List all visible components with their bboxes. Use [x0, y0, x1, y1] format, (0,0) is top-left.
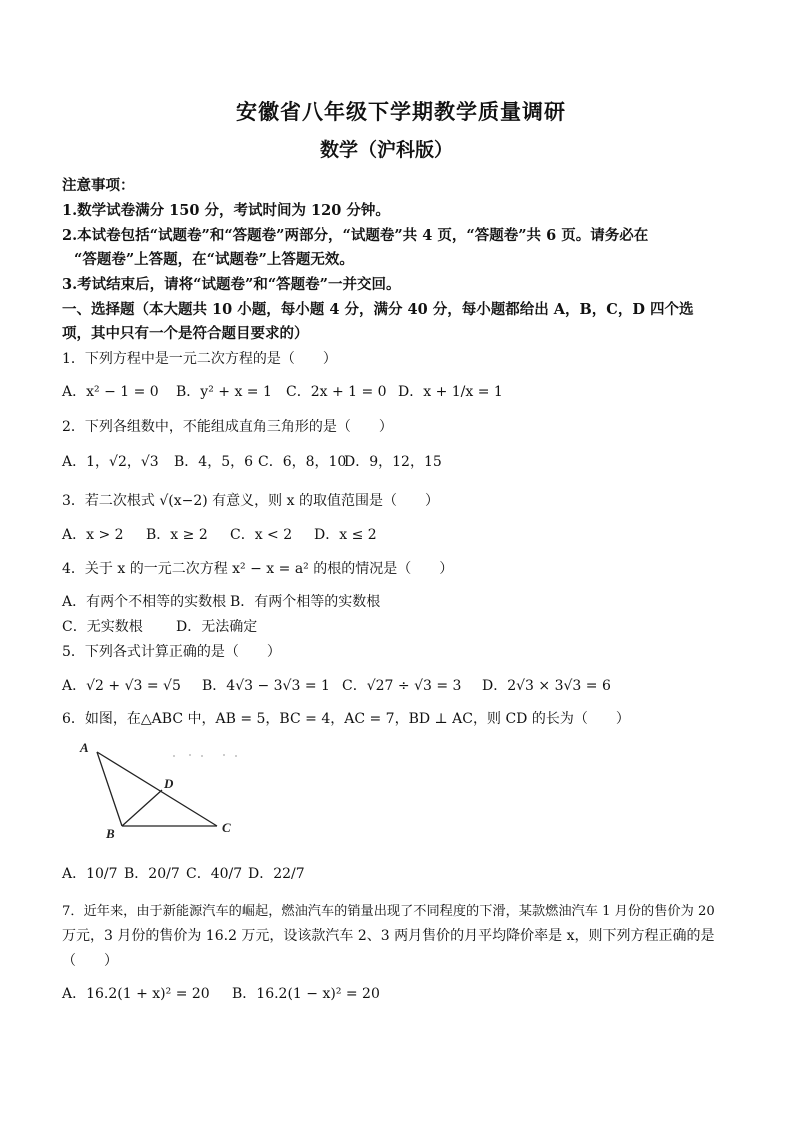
question-2-option-a: A．1，√2，√3: [62, 454, 159, 470]
question-3-option-a: A．x > 2: [62, 527, 124, 543]
question-2-stem: 2．下列各组数中，不能组成直角三角形的是（ ）: [62, 419, 393, 435]
triangle-figure: [62, 738, 252, 840]
question-5-option-a: A．√2 + √3 = √5: [62, 678, 181, 694]
question-3-option-c: C．x < 2: [230, 527, 293, 543]
question-4-stem: 4．关于 x 的一元二次方程 x² − x = a² 的根的情况是（ ）: [62, 561, 454, 577]
section-heading: 一、选择题（本大题共 10 小题，每小题 4 分，满分 40 分，每小题都给出 A，B，C，D 四个选: [62, 301, 694, 318]
section-heading-cont: 项，其中只有一个是符合题目要求的）: [62, 325, 309, 342]
question-7-paren: （ ）: [62, 953, 118, 969]
question-4-option-a: A．有两个不相等的实数根: [62, 594, 227, 610]
question-5-option-d: D．2√3 × 3√3 = 6: [482, 678, 611, 694]
question-4-option-c: C．无实数根: [62, 619, 143, 635]
notice-item: “答题卷”上答题，在“试题卷”上答题无效。: [74, 251, 354, 268]
question-7-stem: 7．近年来，由于新能源汽车的崛起，燃油汽车的销量出现了不同程度的下滑，某款燃油汽车 1 月份的售价为 20: [62, 904, 715, 919]
question-2-option-c: C．6，8，10: [258, 454, 347, 470]
question-5-stem: 5．下列各式计算正确的是（ ）: [62, 644, 281, 660]
question-4-option-b: B．有两个相等的实数根: [230, 594, 381, 610]
page-subtitle: 数学（沪科版）: [320, 139, 454, 161]
question-4-option-d: D．无法确定: [176, 619, 258, 635]
question-1-stem: 1．下列方程中是一元二次方程的是（ ）: [62, 351, 337, 367]
question-5-option-b: B．4√3 − 3√3 = 1: [202, 678, 330, 694]
vertex-label-d: D: [164, 776, 174, 791]
question-1-option-c: C．2x + 1 = 0: [286, 384, 387, 400]
notice-item: 1.数学试卷满分 150 分，考试时间为 120 分钟。: [62, 202, 390, 219]
question-3-stem: 3．若二次根式 √(x−2) 有意义，则 x 的取值范围是（ ）: [62, 493, 439, 509]
segment-bd: [122, 790, 162, 826]
question-6-option-c: C．40/7: [186, 866, 243, 882]
question-7-option-b: B．16.2(1 − x)² = 20: [232, 986, 380, 1002]
vertex-label-b: B: [106, 826, 115, 840]
notice-heading: 注意事项：: [62, 177, 135, 194]
notice-item: 3.考试结束后，请将“试题卷”和“答题卷”一并交回。: [62, 276, 401, 293]
question-7-stem-cont: 万元，3 月份的售价为 16.2 万元，设该款汽车 2、3 两月售价的月平均降价率是 x，则下列方程正确的是: [62, 928, 715, 944]
question-6-option-b: B．20/7: [124, 866, 180, 882]
question-2-option-b: B．4，5，6: [174, 454, 254, 470]
side-ab: [97, 752, 122, 826]
question-1-option-b: B．y² + x = 1: [176, 384, 272, 400]
question-5-option-c: C．√27 ÷ √3 = 3: [342, 678, 462, 694]
notice-item: 2.本试卷包括“试题卷”和“答题卷”两部分，“试题卷”共 4 页，“答题卷”共 6 页。请务必在: [62, 227, 649, 244]
page-title: 安徽省八年级下学期教学质量调研: [236, 99, 566, 124]
question-2-option-d: D．9，12，15: [344, 454, 442, 470]
question-6-stem: 6．如图，在△ABC 中，AB = 5，BC = 4，AC = 7，BD ⊥ AC，则 CD 的长为（ ）: [62, 711, 630, 727]
question-1-option-d: D．x + 1/x = 1: [398, 384, 503, 400]
question-1-option-a: A．x² − 1 = 0: [62, 384, 159, 400]
question-3-option-d: D．x ≤ 2: [314, 527, 377, 543]
question-3-option-b: B．x ≥ 2: [146, 527, 208, 543]
question-6-option-a: A．10/7: [62, 866, 118, 882]
vertex-label-a: A: [80, 740, 89, 755]
vertex-label-c: C: [222, 820, 231, 835]
question-7-option-a: A．16.2(1 + x)² = 20: [62, 986, 210, 1002]
side-ac: [97, 752, 217, 826]
question-6-option-d: D．22/7: [248, 866, 305, 882]
